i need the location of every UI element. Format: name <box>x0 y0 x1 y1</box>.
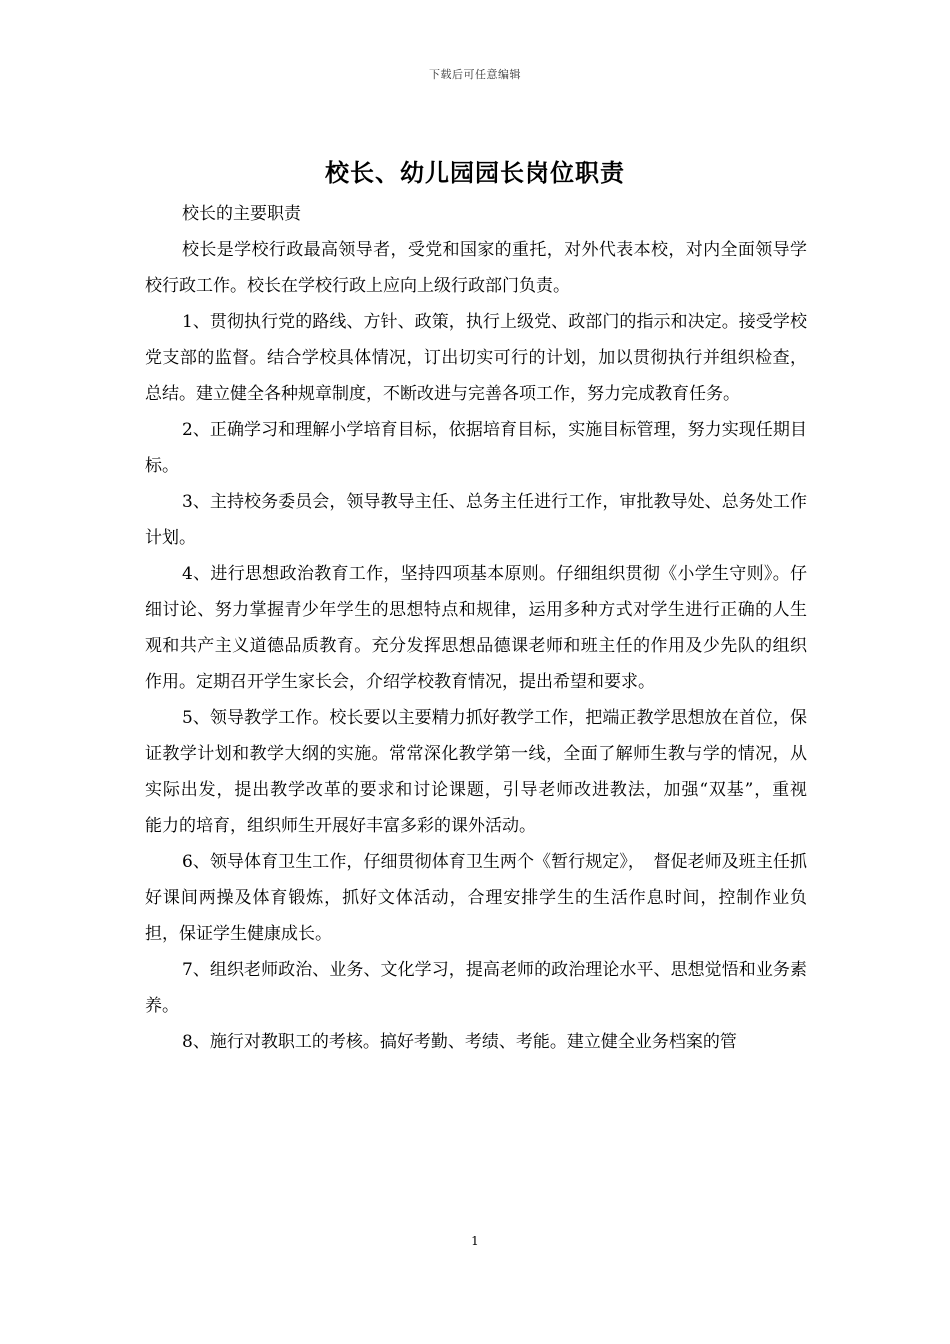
document-body <box>145 196 824 1060</box>
paragraph-intro: 校长是学校行政最高领导者，受党和国家的重托，对外代表本校，对内全面领导学校行政工作。校长在学校行政上应向上级行政部门负责。 <box>145 240 807 296</box>
section-heading: 校长的主要职责 <box>182 204 301 224</box>
paragraph-duty-7: 7、组织老师政治、业务、文化学习，提高老师的政治理论水平、思想觉悟和业务素养。 <box>145 960 807 1016</box>
paragraph-duty-3: 3、主持校务委员会，领导教导主任、总务主任进行工作，审批教导处、总务处工作计划。 <box>145 492 807 548</box>
document-title: 校长、幼儿园园长岗位职责 <box>325 158 625 187</box>
paragraph-duty-5: 5、领导教学工作。校长要以主要精力抓好教学工作，把端正教学思想放在首位，保证教学计划和教学大纲的实施。常常深化教学第一线，全面了解师生教与学的情况，从实际出发，提出教学改革的要求和讨论课题，引导老师改进教法，加强“双基”，重视 能力的培育，组织师生开展好丰富多彩的课外活动。 <box>145 708 824 836</box>
paragraph-duty-8: 8、施行对教职工的考核。搞好考勤、考绩、考能。建立健全业务档案的管 <box>182 1032 737 1052</box>
page-number: 1 <box>471 1234 479 1248</box>
paragraph-duty-1: 1、贯彻执行党的路线、方针、政策，执行上级党、政部门的指示和决定。接受学校党支部的监督。结合学校具体情况，订出切实可行的计划，加以贯彻执行并组织检查，总结。建立健全各种规章制度，不断改进与完善各项工作，努力完成教育任务。 <box>145 312 807 404</box>
paragraph-duty-6: 6、领导体育卫生工作，仔细贯彻体育卫生两个《暂行规定》， 督促老师及班主任抓好课间两操及体育锻炼，抓好文体活动，合理安排学生的生活作息时间，控制作业负担，保证学生健康成长。 <box>145 852 807 944</box>
paragraph-duty-2: 2、正确学习和理解小学培育目标，依据培育目标，实施目标管理，努力实现任期目标。 <box>145 420 807 476</box>
paragraph-duty-4: 4、进行思想政治教育工作，坚持四项基本原则。仔细组织贯彻《小学生守则》。仔细讨论、努力掌握青少年学生的思想特点和规律，运用多种方式对学生进行正确的人生观和共产主义道德品质教育。充分发挥思想品德课老师和班主任的作用及少先队的组织作用。定期召开学生家长会，介绍学校教育情况，提出希望和要求。 <box>145 564 807 692</box>
header-note: 下载后可任意编辑 <box>429 68 521 81</box>
